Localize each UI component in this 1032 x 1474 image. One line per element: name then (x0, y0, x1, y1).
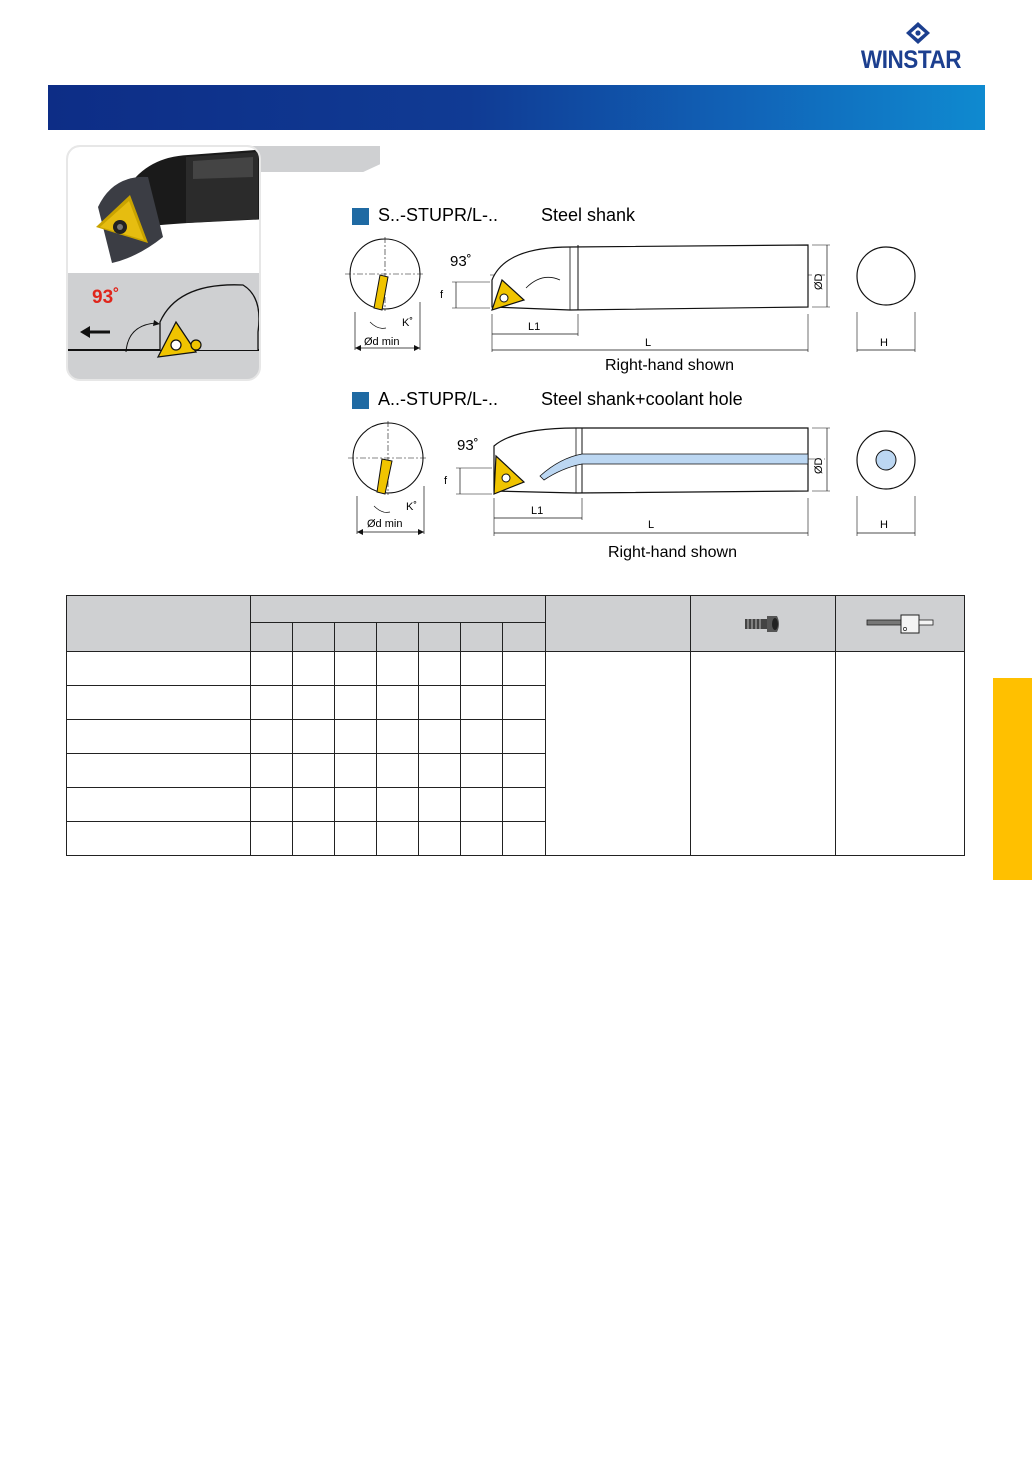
s1-side-view (440, 245, 830, 352)
s1-h-label: H (880, 337, 888, 349)
series-1-caption: Right-hand shown (605, 357, 734, 374)
s2-dmin-label: Ød min (367, 518, 403, 530)
feed-arrow-icon (80, 326, 110, 338)
tool-photo-card (66, 145, 261, 381)
s1-l-label: L (645, 337, 652, 349)
series-1-drawing (330, 232, 930, 377)
series-1-title: S..-STUPR/L-.. (378, 205, 499, 225)
header-dimensions-group (251, 596, 546, 623)
header-dim-col-3 (335, 623, 377, 652)
s1-k-label: K˚ (402, 317, 413, 329)
series-2-description: Steel shank+coolant hole (541, 389, 743, 409)
s1-section-view (857, 247, 915, 352)
header-insert (546, 596, 690, 652)
header-screw (690, 596, 835, 652)
header-dim-col-2 (293, 623, 335, 652)
spec-table (66, 595, 965, 856)
photo-card-tab (240, 146, 380, 172)
header-dim-col-1 (251, 623, 293, 652)
table-row (67, 652, 965, 686)
s2-k-label: K˚ (406, 501, 417, 513)
s1-end-view (345, 237, 425, 351)
torx-wrench-icon (836, 596, 964, 651)
s2-l-label: L (648, 519, 655, 531)
key-cell (835, 652, 964, 856)
series-2-title: A..-STUPR/L-.. (378, 389, 499, 409)
header-band (48, 85, 985, 130)
series-1-bullet (352, 208, 369, 225)
s1-d-label: ØD (813, 273, 825, 290)
s2-h-label: H (880, 519, 888, 531)
header-dim-col-5 (419, 623, 461, 652)
s2-l1-label: L1 (531, 505, 544, 517)
s1-angle-label: 93˚ (450, 253, 472, 270)
s1-dmin-label: Ød min (364, 336, 400, 348)
insert-cell (546, 652, 690, 856)
boring-bar-illustration (68, 147, 261, 381)
s2-section-view (857, 431, 915, 536)
s2-angle-label: 93˚ (457, 437, 479, 454)
header-designation (67, 596, 251, 652)
screw-cell (690, 652, 835, 856)
header-dim-col-7 (503, 623, 546, 652)
series-2-drawing (330, 416, 930, 546)
series-2-caption: Right-hand shown (608, 544, 737, 561)
header-dim-col-6 (461, 623, 503, 652)
logo-diamond-icon (906, 22, 930, 44)
brand-logo (848, 20, 988, 72)
header-key (835, 596, 964, 652)
s2-end-view (348, 421, 428, 535)
s2-side-view (444, 428, 830, 536)
photo-angle-label: 93˚ (92, 287, 120, 308)
s2-d-label: ØD (813, 457, 825, 474)
series-1-description: Steel shank (541, 205, 636, 225)
header-dim-col-4 (377, 623, 419, 652)
brand-name: WINSTAR (860, 46, 962, 74)
s1-f-label: f (440, 289, 444, 301)
screw-icon (691, 596, 835, 651)
series-2-bullet (352, 392, 369, 409)
s1-l1-label: L1 (528, 321, 541, 333)
s2-f-label: f (444, 475, 448, 487)
section-side-tab (993, 678, 1032, 880)
